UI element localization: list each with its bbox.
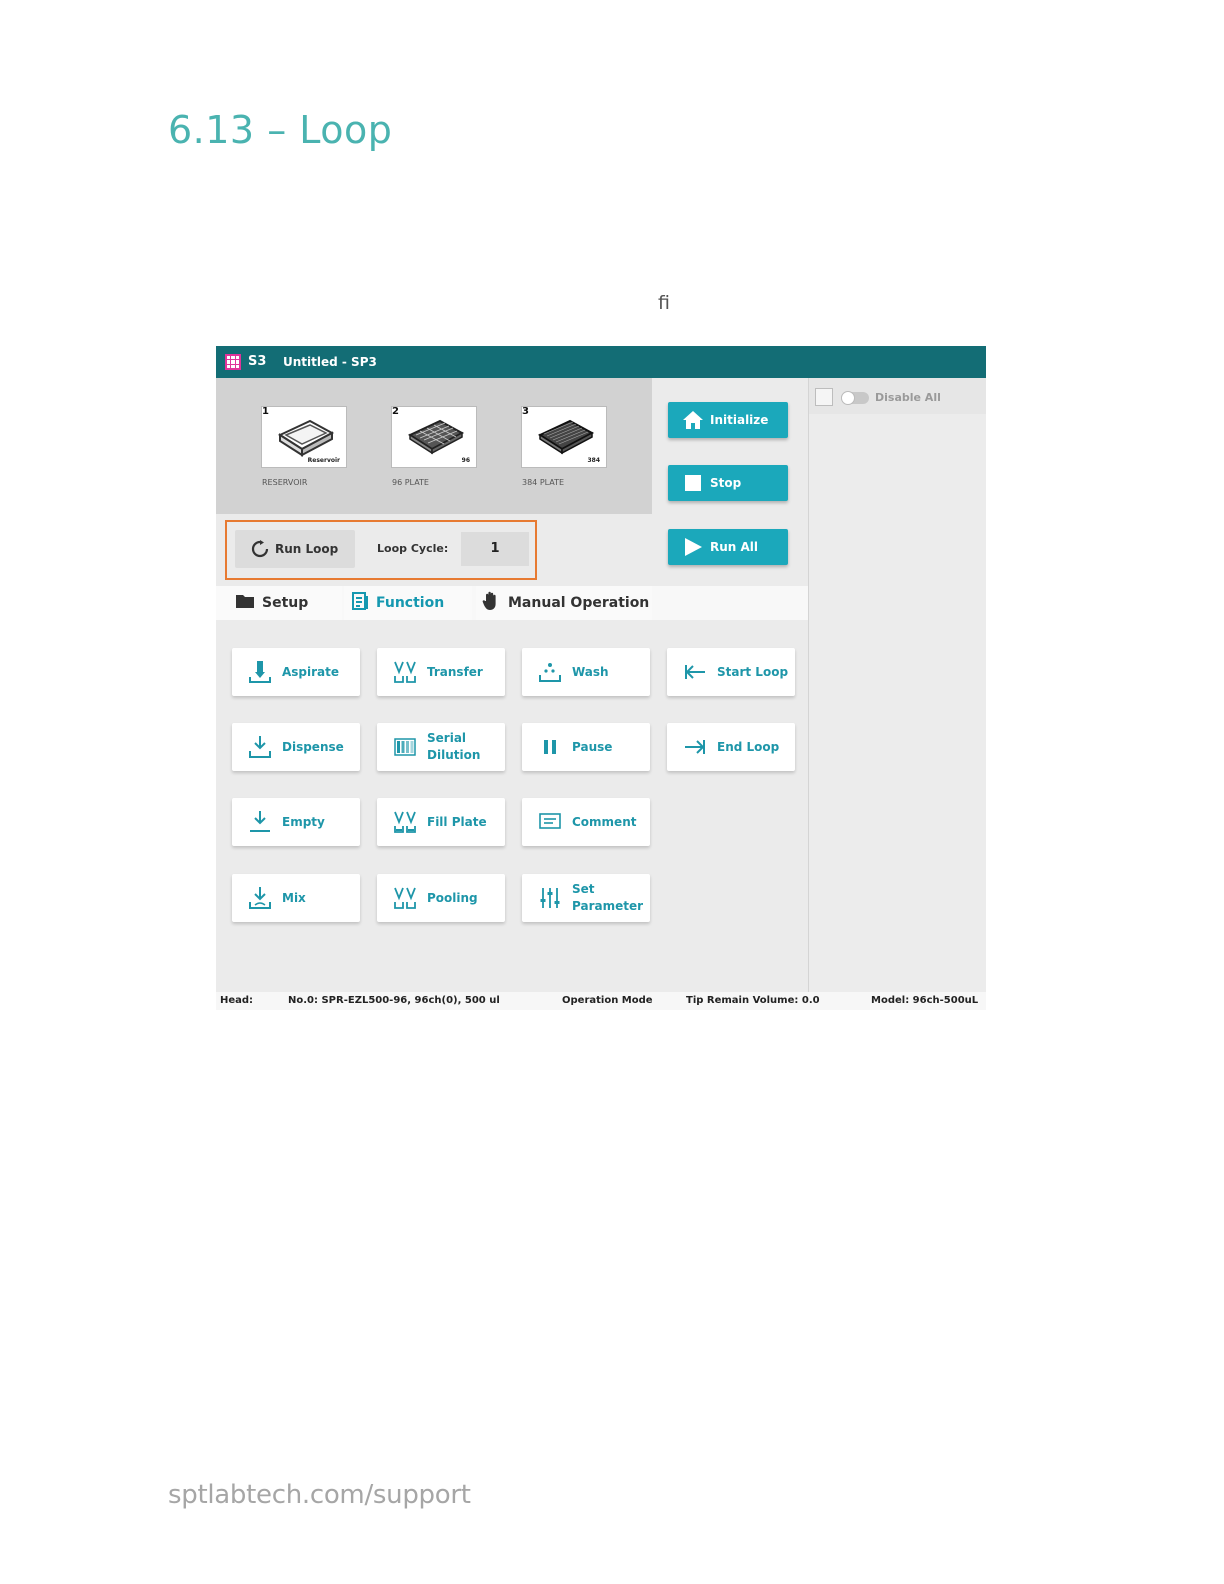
mix-icon [248, 886, 272, 910]
stop-label: Stop [710, 476, 742, 490]
title-bar [216, 346, 986, 378]
app-window [216, 346, 986, 1010]
end-loop-button[interactable] [667, 723, 795, 771]
parameter-label: Parameter [572, 899, 644, 913]
comment-button[interactable] [522, 798, 650, 846]
status-bar [216, 992, 986, 1010]
deck-slot-2[interactable] [391, 406, 477, 487]
serial-dilution-button[interactable] [377, 723, 505, 771]
section-heading: 6.13 – Loop [168, 108, 393, 152]
folder-icon [236, 594, 254, 612]
aspirate-label: Aspirate [282, 665, 340, 679]
tip-remain-volume: Tip Remain Volume: 0.0 [686, 995, 820, 1006]
panel-toolbar [809, 378, 986, 414]
mix-button[interactable] [232, 874, 360, 922]
plate-tag: 96 [461, 457, 470, 464]
start-loop-label: Start Loop [717, 665, 789, 679]
sliders-icon [538, 886, 562, 910]
disable-all-toggle[interactable] [841, 392, 869, 404]
serial-dilution-label [427, 730, 480, 764]
empty-label: Empty [282, 815, 325, 829]
start-loop-icon [683, 660, 707, 684]
play-icon [682, 537, 704, 557]
dispense-button[interactable] [232, 723, 360, 771]
deck-slot-1[interactable] [261, 406, 347, 487]
loop-cycle-label: Loop Cycle: [377, 542, 449, 555]
empty-button[interactable] [232, 798, 360, 846]
head-value: No.0: SPR-EZL500-96, 96ch(0), 500 ul [288, 995, 500, 1006]
stop-button[interactable] [668, 465, 788, 501]
transfer-label: Transfer [427, 665, 483, 679]
select-all-checkbox[interactable] [815, 388, 833, 406]
wash-icon [538, 660, 562, 684]
transfer-button[interactable] [377, 648, 505, 696]
app-code: S3 [248, 354, 267, 369]
dilution-label: Dilution [427, 748, 481, 762]
set-label: Set [572, 882, 595, 896]
tab-setup[interactable] [216, 586, 342, 620]
aspirate-icon [248, 660, 272, 684]
plate-tag: 384 [587, 457, 600, 464]
home-icon [682, 410, 704, 430]
run-loop-label: Run Loop [275, 542, 339, 556]
wash-label: Wash [572, 665, 609, 679]
start-loop-button[interactable] [667, 648, 795, 696]
loop-controls-highlight [225, 520, 537, 580]
set-parameter-button[interactable] [522, 874, 650, 922]
fill-plate-button[interactable] [377, 798, 505, 846]
document-icon [352, 592, 368, 614]
slot-number: 3 [522, 406, 529, 417]
document-name: Untitled - SP3 [283, 355, 377, 369]
head-label: Head: [220, 995, 254, 1006]
end-loop-label: End Loop [717, 740, 780, 754]
hand-icon [482, 591, 500, 615]
end-loop-icon [683, 735, 707, 759]
step-list-panel [808, 378, 986, 1010]
run-all-label: Run All [710, 540, 759, 554]
serial-label: Serial [427, 731, 467, 745]
dispense-icon [248, 735, 272, 759]
pause-label: Pause [572, 740, 613, 754]
stop-icon [682, 473, 704, 493]
tab-manual-operation[interactable] [476, 586, 652, 620]
aspirate-button[interactable] [232, 648, 360, 696]
plate-name: 384 PLATE [522, 478, 565, 487]
disable-all-label: Disable All [875, 391, 941, 404]
support-url: sptlabtech.com/support [168, 1480, 471, 1510]
384-plate-icon [521, 406, 607, 468]
tab-function[interactable] [344, 586, 472, 620]
run-loop-button[interactable] [235, 530, 355, 568]
stray-ligature: fi [658, 292, 670, 314]
pause-button[interactable] [522, 723, 650, 771]
tab-setup-label: Setup [262, 595, 309, 611]
set-parameter-label [572, 881, 643, 915]
plate-name: 96 PLATE [392, 478, 429, 487]
mix-label: Mix [282, 891, 306, 905]
96-plate-icon [391, 406, 477, 468]
reservoir-icon [261, 406, 347, 468]
comment-icon [538, 810, 562, 834]
pooling-icon [393, 886, 417, 910]
pooling-button[interactable] [377, 874, 505, 922]
wash-button[interactable] [522, 648, 650, 696]
run-all-button[interactable] [668, 529, 788, 565]
transfer-icon [393, 660, 417, 684]
serial-dilution-icon [393, 735, 417, 759]
operation-mode: Operation Mode [562, 995, 653, 1006]
plate-name: RESERVOIR [262, 478, 308, 487]
fill-plate-label: Fill Plate [427, 815, 487, 829]
plate-tag: Reservoir [307, 457, 340, 464]
deck-slot-3[interactable] [521, 406, 607, 487]
app-grid-icon[interactable] [225, 354, 241, 370]
main-tabs [216, 586, 808, 620]
comment-label: Comment [572, 815, 637, 829]
slot-number: 1 [262, 406, 269, 417]
loop-cycle-input[interactable]: 1 [461, 532, 529, 566]
tab-manual-label: Manual Operation [508, 595, 650, 611]
tab-function-label: Function [376, 595, 445, 611]
initialize-button[interactable] [668, 402, 788, 438]
initialize-label: Initialize [710, 413, 769, 427]
deck-layout [216, 378, 652, 514]
model-info: Model: 96ch-500uL [871, 995, 979, 1006]
pooling-label: Pooling [427, 891, 478, 905]
pause-icon [538, 735, 562, 759]
fill-plate-icon [393, 810, 417, 834]
loop-icon [251, 540, 269, 558]
empty-icon [248, 810, 272, 834]
slot-number: 2 [392, 406, 399, 417]
dispense-label: Dispense [282, 740, 344, 754]
